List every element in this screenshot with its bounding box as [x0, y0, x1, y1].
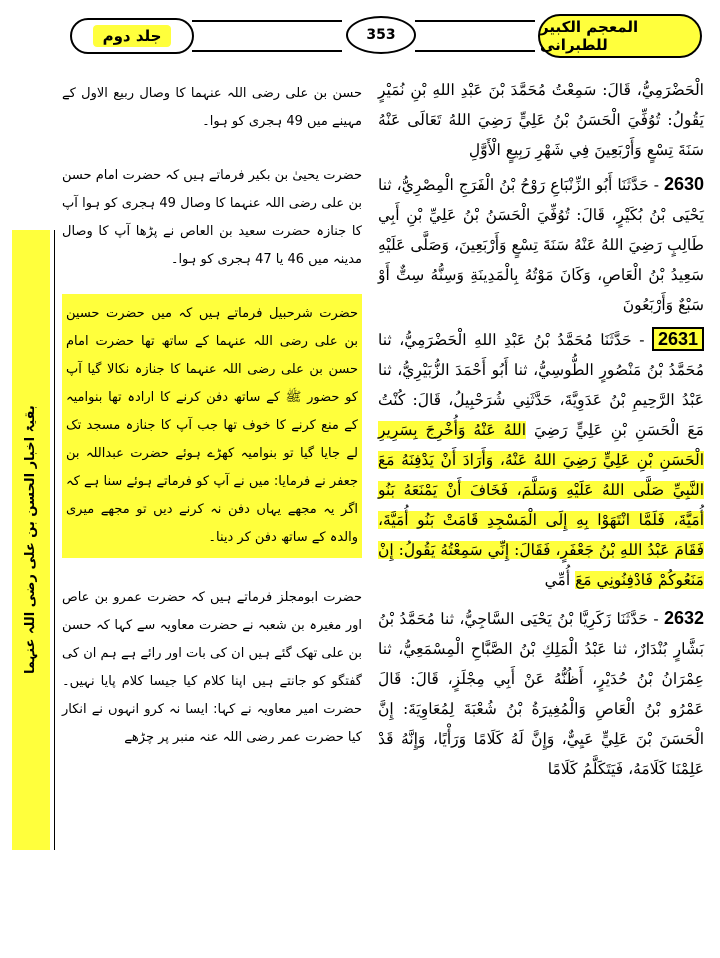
- volume-label: [70, 18, 194, 54]
- header-ornament-left: [192, 20, 342, 52]
- hadith-number: 2632: [663, 608, 704, 628]
- side-note-text: بقیۃ اخبار الحسن بن علی رضی اللہ عنہما: [12, 230, 50, 850]
- hadith-text-highlighted: اللهُ عَنْهُ وَأُخْرِجَ بِسَرِيرِ الْحَسَنِ بْنِ عَلِيٍّ رَضِيَ اللهُ عَنْهُ، وَأَرَادَ أَنْ يَدْفِنَهُ مَعَ النَّبِيِّ صَلَّى اللهُ عَلَيْهِ وَسَلَّمَ، فَخَافَ أَنْ يَمْنَعَهُ بَنُو أُمَيَّةَ، فَلَمَّا انْتَهَوْا بِهِ إِلَى الْمَسْجِدِ قَامَتْ بَنُو أُمَيَّةَ، فَقَامَ عَبْدُ اللهِ بْنُ جَعْفَرٍ، فَقَالَ: إِنِّي سَمِعْتُهُ يَقُولُ: إِنْ مَنَعُوكُمْ فَادْفِنُونِي مَعَ: [378, 421, 704, 589]
- hadith-2632: 2632 - حَدَّثَنَا زَكَرِيَّا بْنُ يَحْيَى السَّاجِيُّ، ثنا مُحَمَّدُ بْنُ بَشَّارٍ بُنْدَارٌ، ثنا عَبْدُ الْمَلِكِ بْنُ الصَّبَّاحِ الْمِسْمَعِيُّ، ثنا عِمْرَانُ بْنُ حُدَيْرٍ، أَظُنُّهُ عَنْ أَبِي مِجْلَزٍ، قَالَ: قَالَ عَمْرُو بْنُ الْعَاصِ وَالْمُغِيرَةُ بْنُ شُعْبَةَ لِمُعَاوِيَةَ: إِنَّ الْحَسَنَ بْنَ عَلِيٍّ عَيِيٌّ، وَإِنَّ لَهُ كَلَامًا وَرَأْيًا، وَإِنَّهُ قَدْ عَلِمْنَا كَلَامَهُ، فَيَتَكَلَّمُ كَلَامًا: [378, 608, 704, 778]
- urdu-paragraph: حسن بن علی رضی اللہ عنہما کا وصال ربیع الاول کے مہینے میں 49 ہجری کو ہوا۔: [62, 86, 362, 129]
- book-title: المعجم الکبیر للطبرانی: [538, 14, 702, 58]
- hadith-text-tail: أُمِّي: [544, 571, 571, 589]
- volume-text: جلد دوم: [93, 25, 172, 47]
- side-note: [8, 230, 55, 850]
- hadith-2631: 2631 - حَدَّثَنَا مُحَمَّدُ بْنُ عَبْدِ اللهِ الْحَضْرَمِيُّ، ثنا مُحَمَّدُ بْنُ مَنْصُورٍ الطُّوسِيُّ، ثنا أَبُو أَحْمَدَ الزُّبَيْرِيُّ، ثنا عَبْدُ الرَّحِيمِ بْنُ عَدَوِيَّةَ، حَدَّثَنِي شُرَحْبِيلُ، قَالَ: كُنْتُ مَعَ الْحَسَنِ بْنِ عَلِيٍّ رَضِيَ اللهُ عَنْهُ وَأُخْرِجَ بِسَرِيرِ الْحَسَنِ بْنِ عَلِيٍّ رَضِيَ اللهُ عَنْهُ، وَأَرَادَ أَنْ يَدْفِنَهُ مَعَ النَّبِيِّ صَلَّى اللهُ عَلَيْهِ وَسَلَّمَ، فَخَافَ أَنْ يَمْنَعَهُ بَنُو أُمَيَّةَ، فَلَمَّا انْتَهَوْا بِهِ إِلَى الْمَسْجِدِ قَامَتْ بَنُو أُمَيَّةَ، فَقَامَ عَبْدُ اللهِ بْنُ جَعْفَرٍ، فَقَالَ: إِنِّي سَمِعْتُهُ يَقُولُ: إِنْ مَنَعُوكُمْ فَادْفِنُونِي مَعَ أُمِّي: [378, 329, 704, 589]
- urdu-paragraph-highlighted: حضرت شرحبیل فرماتے ہیں کہ میں حضرت حسین بن علی رضی اللہ عنہما کے ساتھ تھا حضرت امام حسن بن علی رضی اللہ عنہما کا جنازہ نکالا گیا آپ کو حضور ﷺ کے ساتھ دفن کرنے کا ارادہ تھا بنوامیہ کے منع کرنے کا خوف تھا جب آپ کا جنازہ مسجد تک لے جایا گیا تو بنوامیہ کھڑے ہوئے حضرت عبداللہ بن جعفر نے فرمایا: میں نے آپ کو فرماتے ہوئے سنا ہے کہ اگر یہ مجھے یہاں دفن نہ کرنے دیں تو مجھے میری والدہ کے ساتھ دفن کر دینا۔: [62, 294, 362, 558]
- hadith-2630: 2630 - حَدَّثَنَا أَبُو الزِّنْبَاعِ رَوْحُ بْنُ الْفَرَجِ الْمِصْرِيُّ، ثنا يَحْيَى بْنُ بُكَيْرٍ، قَالَ: تُوُفِّيَ الْحَسَنُ بْنُ عَلِيِّ بْنِ أَبِي طَالِبٍ رَضِيَ اللهُ عَنْهُ سَنَةَ تِسْعٍ وَأَرْبَعِينَ، وَصَلَّى عَلَيْهِ سَعِيدُ بْنُ الْعَاصِ، وَكَانَ مَوْتُهُ بِالْمَدِينَةِ وَسِنُّهُ سِتٌّ أَوْ سَبْعٌ وَأَرْبَعُونَ: [378, 174, 704, 314]
- hadith-number: 2631: [652, 327, 704, 351]
- hadith-text: حَدَّثَنَا أَبُو الزِّنْبَاعِ رَوْحُ بْنُ الْفَرَجِ الْمِصْرِيُّ، ثنا يَحْيَى بْنُ بُكَيْرٍ، قَالَ: تُوُفِّيَ الْحَسَنُ بْنُ عَلِيِّ بْنِ أَبِي طَالِبٍ رَضِيَ اللهُ عَنْهُ سَنَةَ تِسْعٍ وَأَرْبَعِينَ، وَصَلَّى عَلَيْهِ سَعِيدُ بْنُ الْعَاصِ، وَكَانَ مَوْتُهُ بِالْمَدِينَةِ وَسِنُّهُ سِتٌّ أَوْ سَبْعٌ وَأَرْبَعُونَ: [378, 176, 704, 314]
- header-ornament-right: [415, 20, 535, 52]
- page-header: [60, 8, 705, 58]
- urdu-paragraph: حضرت ابومجلز فرماتے ہیں کہ حضرت عمرو بن عاص اور مغیرہ بن شعبہ نے حضرت معاویہ سے کہا کہ حسن بن علی تھک گئے ہیں ان کی بات اور رائے ہے ہم ان کی گفتگو کو جانتے ہیں اپنا کلام کیا جیسا کلام پایا نہیں۔ حضرت امیر معاویہ نے کہا: ایسا نہ کرو انہوں نے انکار کیا حضرت عمر رضی اللہ عنہ منبر پر چڑھے: [62, 590, 362, 745]
- hadith-number: 2630: [663, 174, 704, 194]
- urdu-column: [62, 80, 362, 752]
- page-number: 353: [346, 16, 416, 54]
- arabic-column: [378, 75, 704, 784]
- hadith-text: حَدَّثَنَا زَكَرِيَّا بْنُ يَحْيَى السَّاجِيُّ، ثنا مُحَمَّدُ بْنُ بَشَّارٍ بُنْدَارٌ، ثنا عَبْدُ الْمَلِكِ بْنُ الصَّبَّاحِ الْمِسْمَعِيُّ، ثنا عِمْرَانُ بْنُ حُدَيْرٍ، أَظُنُّهُ عَنْ أَبِي مِجْلَزٍ، قَالَ: قَالَ عَمْرُو بْنُ الْعَاصِ وَالْمُغِيرَةُ بْنُ شُعْبَةَ لِمُعَاوِيَةَ: إِنَّ الْحَسَنَ بْنَ عَلِيٍّ عَيِيٌّ، وَإِنَّ لَهُ كَلَامًا وَرَأْيًا، وَإِنَّهُ قَدْ عَلِمْنَا كَلَامَهُ، فَيَتَكَلَّمُ كَلَامًا: [378, 610, 704, 778]
- arabic-paragraph: الْحَضْرَمِيُّ، قَالَ: سَمِعْتُ مُحَمَّدَ بْنَ عَبْدِ اللهِ بْنِ نُمَيْرٍ يَقُولُ: تُوُفِّيَ الْحَسَنُ بْنُ عَلِيٍّ رَضِيَ اللهُ تَعَالَى عَنْهُ سَنَةَ تِسْعٍ وَأَرْبَعِينَ فِي شَهْرِ رَبِيعٍ الْأَوَّلِ: [378, 81, 704, 159]
- urdu-paragraph: حضرت یحییٰ بن بکیر فرماتے ہیں کہ حضرت امام حسن بن علی رضی اللہ عنہما کا وصال 49 ہجری کو ہوا آپ کا جنازہ حضرت سعید بن العاص نے پڑھا آپ کا وصال مدینہ میں 46 یا 47 ہجری کو ہوا۔: [62, 168, 362, 267]
- hadith-text: حَدَّثَنَا مُحَمَّدُ بْنُ عَبْدِ اللهِ الْحَضْرَمِيُّ، ثنا مُحَمَّدُ بْنُ مَنْصُورٍ الطُّوسِيُّ، ثنا أَبُو أَحْمَدَ الزُّبَيْرِيُّ، ثنا عَبْدُ الرَّحِيمِ بْنُ عَدَوِيَّةَ، حَدَّثَنِي شُرَحْبِيلُ، قَالَ: كُنْتُ مَعَ الْحَسَنِ بْنِ عَلِيٍّ رَضِيَ: [378, 331, 704, 439]
